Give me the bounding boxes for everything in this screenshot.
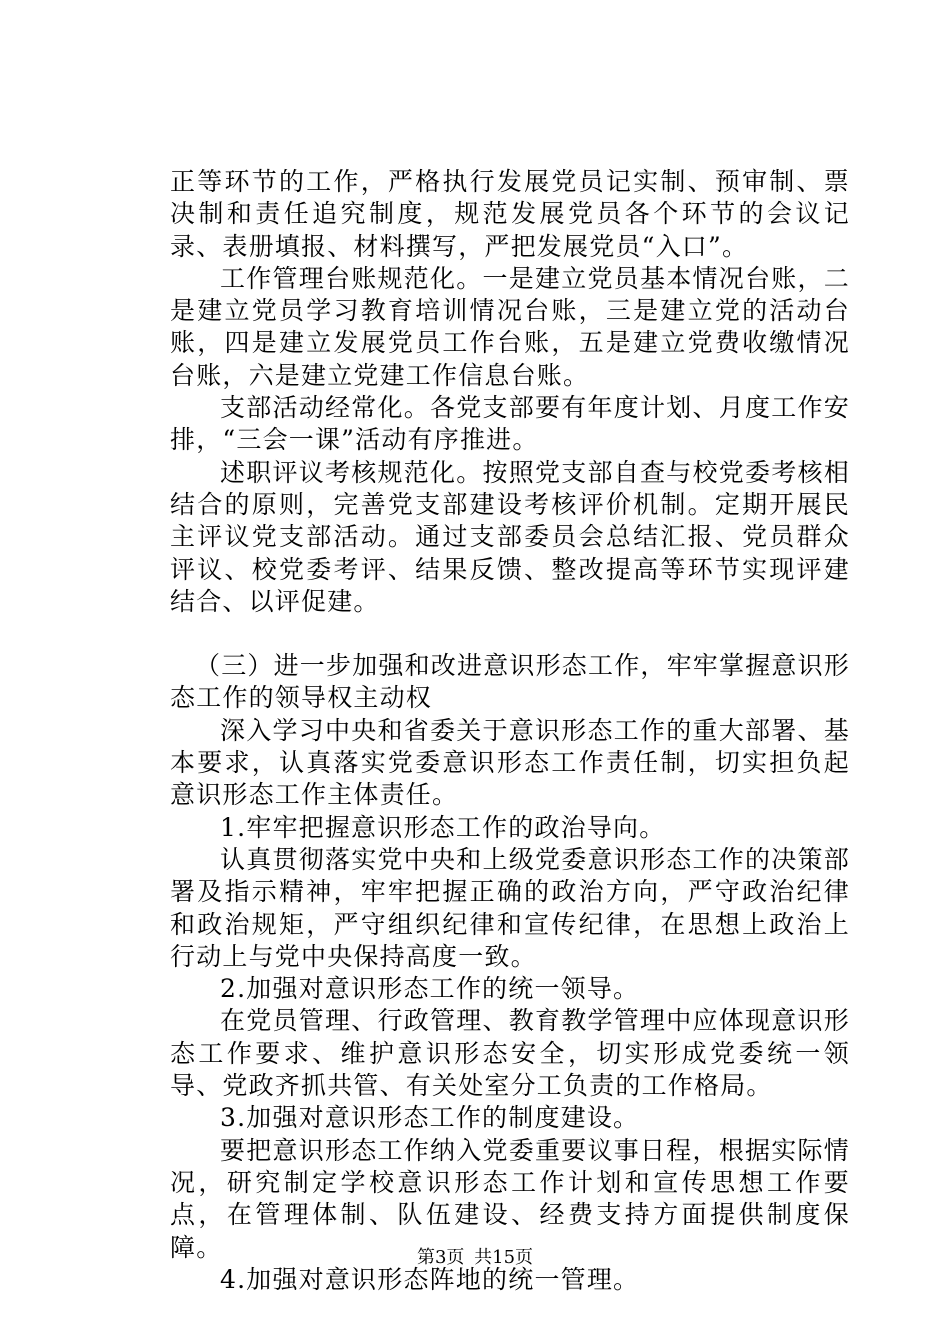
paragraph-branch-activity: 支部活动经常化。各党支部要有年度计划、月度工作安排，“三会一课”活动有序推进。 [170, 393, 850, 455]
list-item-heading-3: 3.加强对意识形态工作的制度建设。 [220, 1103, 640, 1133]
paragraph-item-3: 要把意识形态工作纳入党委重要议事日程，根据实际情况，研究制定学校意识形态工作计划和宣传思想工作要点，在管理体制、队伍建设、经费支持方面提供制度保障。 [170, 1135, 850, 1262]
page-footer [0, 1243, 950, 1269]
paragraph-item-2: 在党员管理、行政管理、教育教学管理中应体现意识形态工作要求、维护意识形态安全，切实形成党委统一领导、党政齐抓共管、有关处室分工负责的工作格局。 [170, 1006, 850, 1101]
paragraph-item-1: 认真贯彻落实党中央和上级党委意识形态工作的决策部署及指示精神，牢牢把握正确的政治方向，严守政治纪律和政治规矩，严守组织纪律和宣传纪律，在思想上政治上行动上与党中央保持高度一致。 [170, 844, 850, 971]
page-total: 共15页 [474, 1247, 534, 1268]
paragraph-ideology-intro: 深入学习中央和省委关于意识形态工作的重大部署、基本要求，认真落实党委意识形态工作责任制，切实担负起意识形态工作主体责任。 [170, 715, 850, 810]
section-heading: （三）进一步加强和改进意识形态工作，牢牢掌握意识形态工作的领导权主动权 [170, 651, 851, 713]
paragraph-continuation: 正等环节的工作，严格执行发展党员记实制、预审制、票决制和责任追究制度，规范发展党员各个环节的会议记录、表册填报、材料撰写，严把发展党员“入口”。 [170, 167, 850, 261]
paragraph-ledger: 工作管理台账规范化。一是建立党员基本情况台账，二是建立党员学习教育培训情况台账，三是建立党的活动台账，四是建立发展党员工作台账，五是建立党费收缴情况台账，六是建立党建工作信息台账。 [170, 263, 850, 390]
document-body [170, 166, 850, 1296]
list-item-heading-4: 4.加强对意识形态阵地的统一管理。 [220, 1264, 640, 1294]
page-number: 第3页 [416, 1247, 465, 1268]
section-spacer [170, 618, 850, 650]
list-item-heading-1: 1.牢牢把握意识形态工作的政治导向。 [220, 812, 666, 842]
paragraph-evaluation: 述职评议考核规范化。按照党支部自查与校党委考核相结合的原则，完善党支部建设考核评价机制。定期开展民主评议党支部活动。通过支部委员会总结汇报、党员群众评议、校党委考评、结果反馈、整改提高等环节实现评建结合、以评促建。 [170, 457, 850, 616]
list-item-heading-2: 2.加强对意识形态工作的统一领导。 [220, 974, 640, 1004]
